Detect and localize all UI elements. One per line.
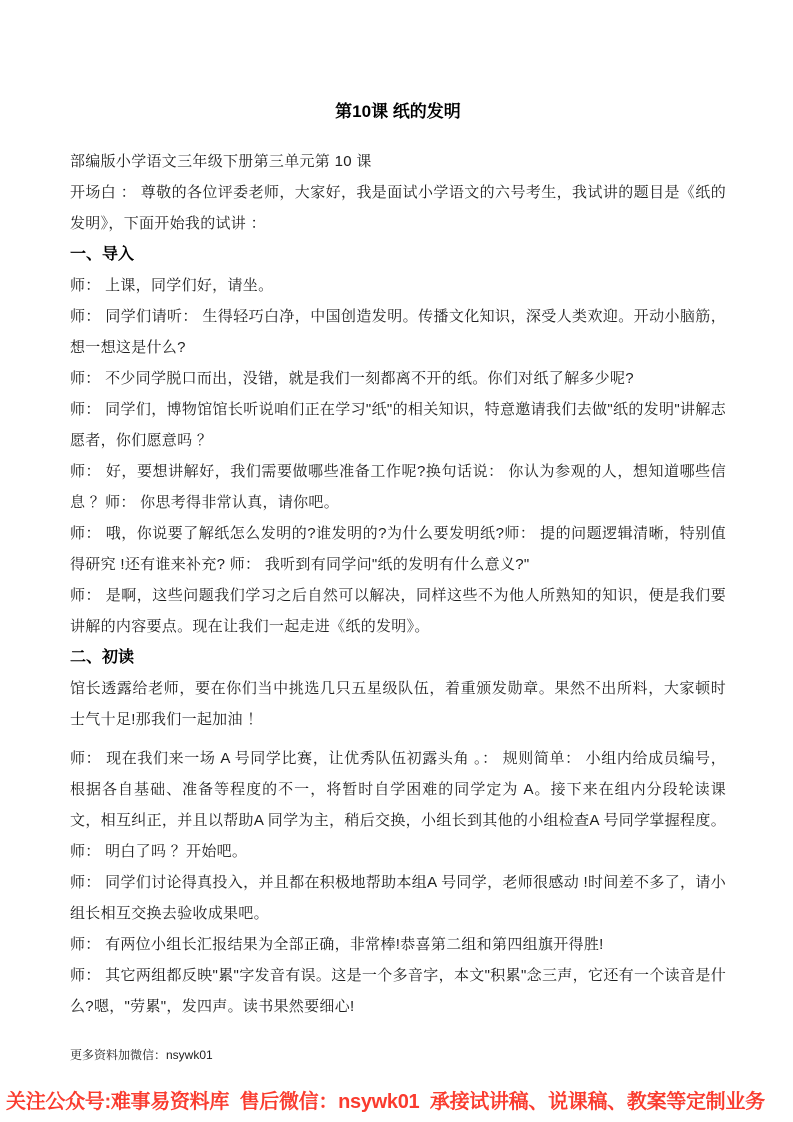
teacher-line: 师： 好，要想讲解好，我们需要做哪些准备工作呢?换句话说： 你认为参观的人，想知道哪些信息 ？师： 你思考得非常认真，请你吧。 (70, 463, 726, 511)
teacher-line: 师： 同学们讨论得真投入，并且都在积极地帮助本组A 号同学，老师很感动 !时间差不多了，请小组长相互交换去验收成果吧。 (70, 874, 726, 922)
teacher-line: 师： 同学们，博物馆馆长听说咱们正在学习"纸"的相关知识，特意邀请我们去做"纸的发明"讲解志愿者，你们愿意吗 ？ (70, 401, 726, 449)
teacher-line: 师： 同学们请听： 生得轻巧白净，中国创造发明。传播文化知识，深受人类欢迎。开动小脑筋，想一想这是什么? (70, 308, 726, 356)
teacher-line: 师： 是啊，这些问题我们学习之后自然可以解决，同样这些不为他人所熟知的知识，便是我们要讲解的内容要点。现在让我们一起走进《纸的发明》。 (70, 587, 726, 635)
teacher-line: 师： 哦，你说要了解纸怎么发明的?谁发明的?为什么要发明纸?师： 提的问题逻辑清晰，特别值得研究 !还有谁来补充? 师： 我听到有同学问"纸的发明有什么意义?" (70, 525, 726, 573)
teacher-line: 师： 现在我们来一场 A 号同学比赛，让优秀队伍初露头角 。： 规则简单： 小组内给成员编号，根据各自基础、准备等程度的不一，将暂时自学困难的同学定为 A。接下来在组内分段轮读课文，相互纠正，并且以帮助A 同学为主，稍后交换，小组长到其他的小组检查A 号同学掌握程度。师： 明白了吗 ？开始吧。 (70, 750, 726, 860)
opening-paragraph: 开场白 ： 尊敬的各位评委老师，大家好，我是面试小学语文的六号考生，我试讲的题目是《纸的发明》，下面开始我的试讲 ： (70, 184, 726, 232)
teacher-line: 师： 不少同学脱口而出，没错，就是我们一刻都离不开的纸。你们对纸了解多少呢? (70, 370, 634, 387)
teacher-line: 师： 有两位小组长汇报结果为全部正确，非常棒!恭喜第二组和第四组旗开得胜! (70, 936, 604, 953)
footer-banner: 关注公众号:难事易资料库 售后微信：nsywk01 承接试讲稿、说课稿、教案等定制业务 (6, 1091, 765, 1113)
resource-note: 更多资料加微信：nsywk01 (70, 1048, 213, 1062)
meta-line: 部编版小学语文三年级下册第三单元第 10 课 (70, 153, 372, 170)
section-heading-intro: 一、导入 (70, 246, 135, 263)
teacher-line: 馆长透露给老师，要在你们当中挑选几只五星级队伍，着重颁发勋章。果然不出所料，大家顿时士气十足!那我们一起加油 ！ (70, 680, 726, 728)
section-heading-first-reading: 二、初读 (70, 649, 135, 666)
teacher-line: 师： 上课，同学们好，请坐。 (70, 277, 274, 294)
teacher-line: 师： 其它两组都反映"累"字发音有误。这是一个多音字，本文"积累"念三声，它还有一个读音是什么?嗯，"劳累"，发四声。读书果然要细心! (70, 967, 726, 1015)
page-title: 第10课 纸的发明 (335, 102, 461, 121)
